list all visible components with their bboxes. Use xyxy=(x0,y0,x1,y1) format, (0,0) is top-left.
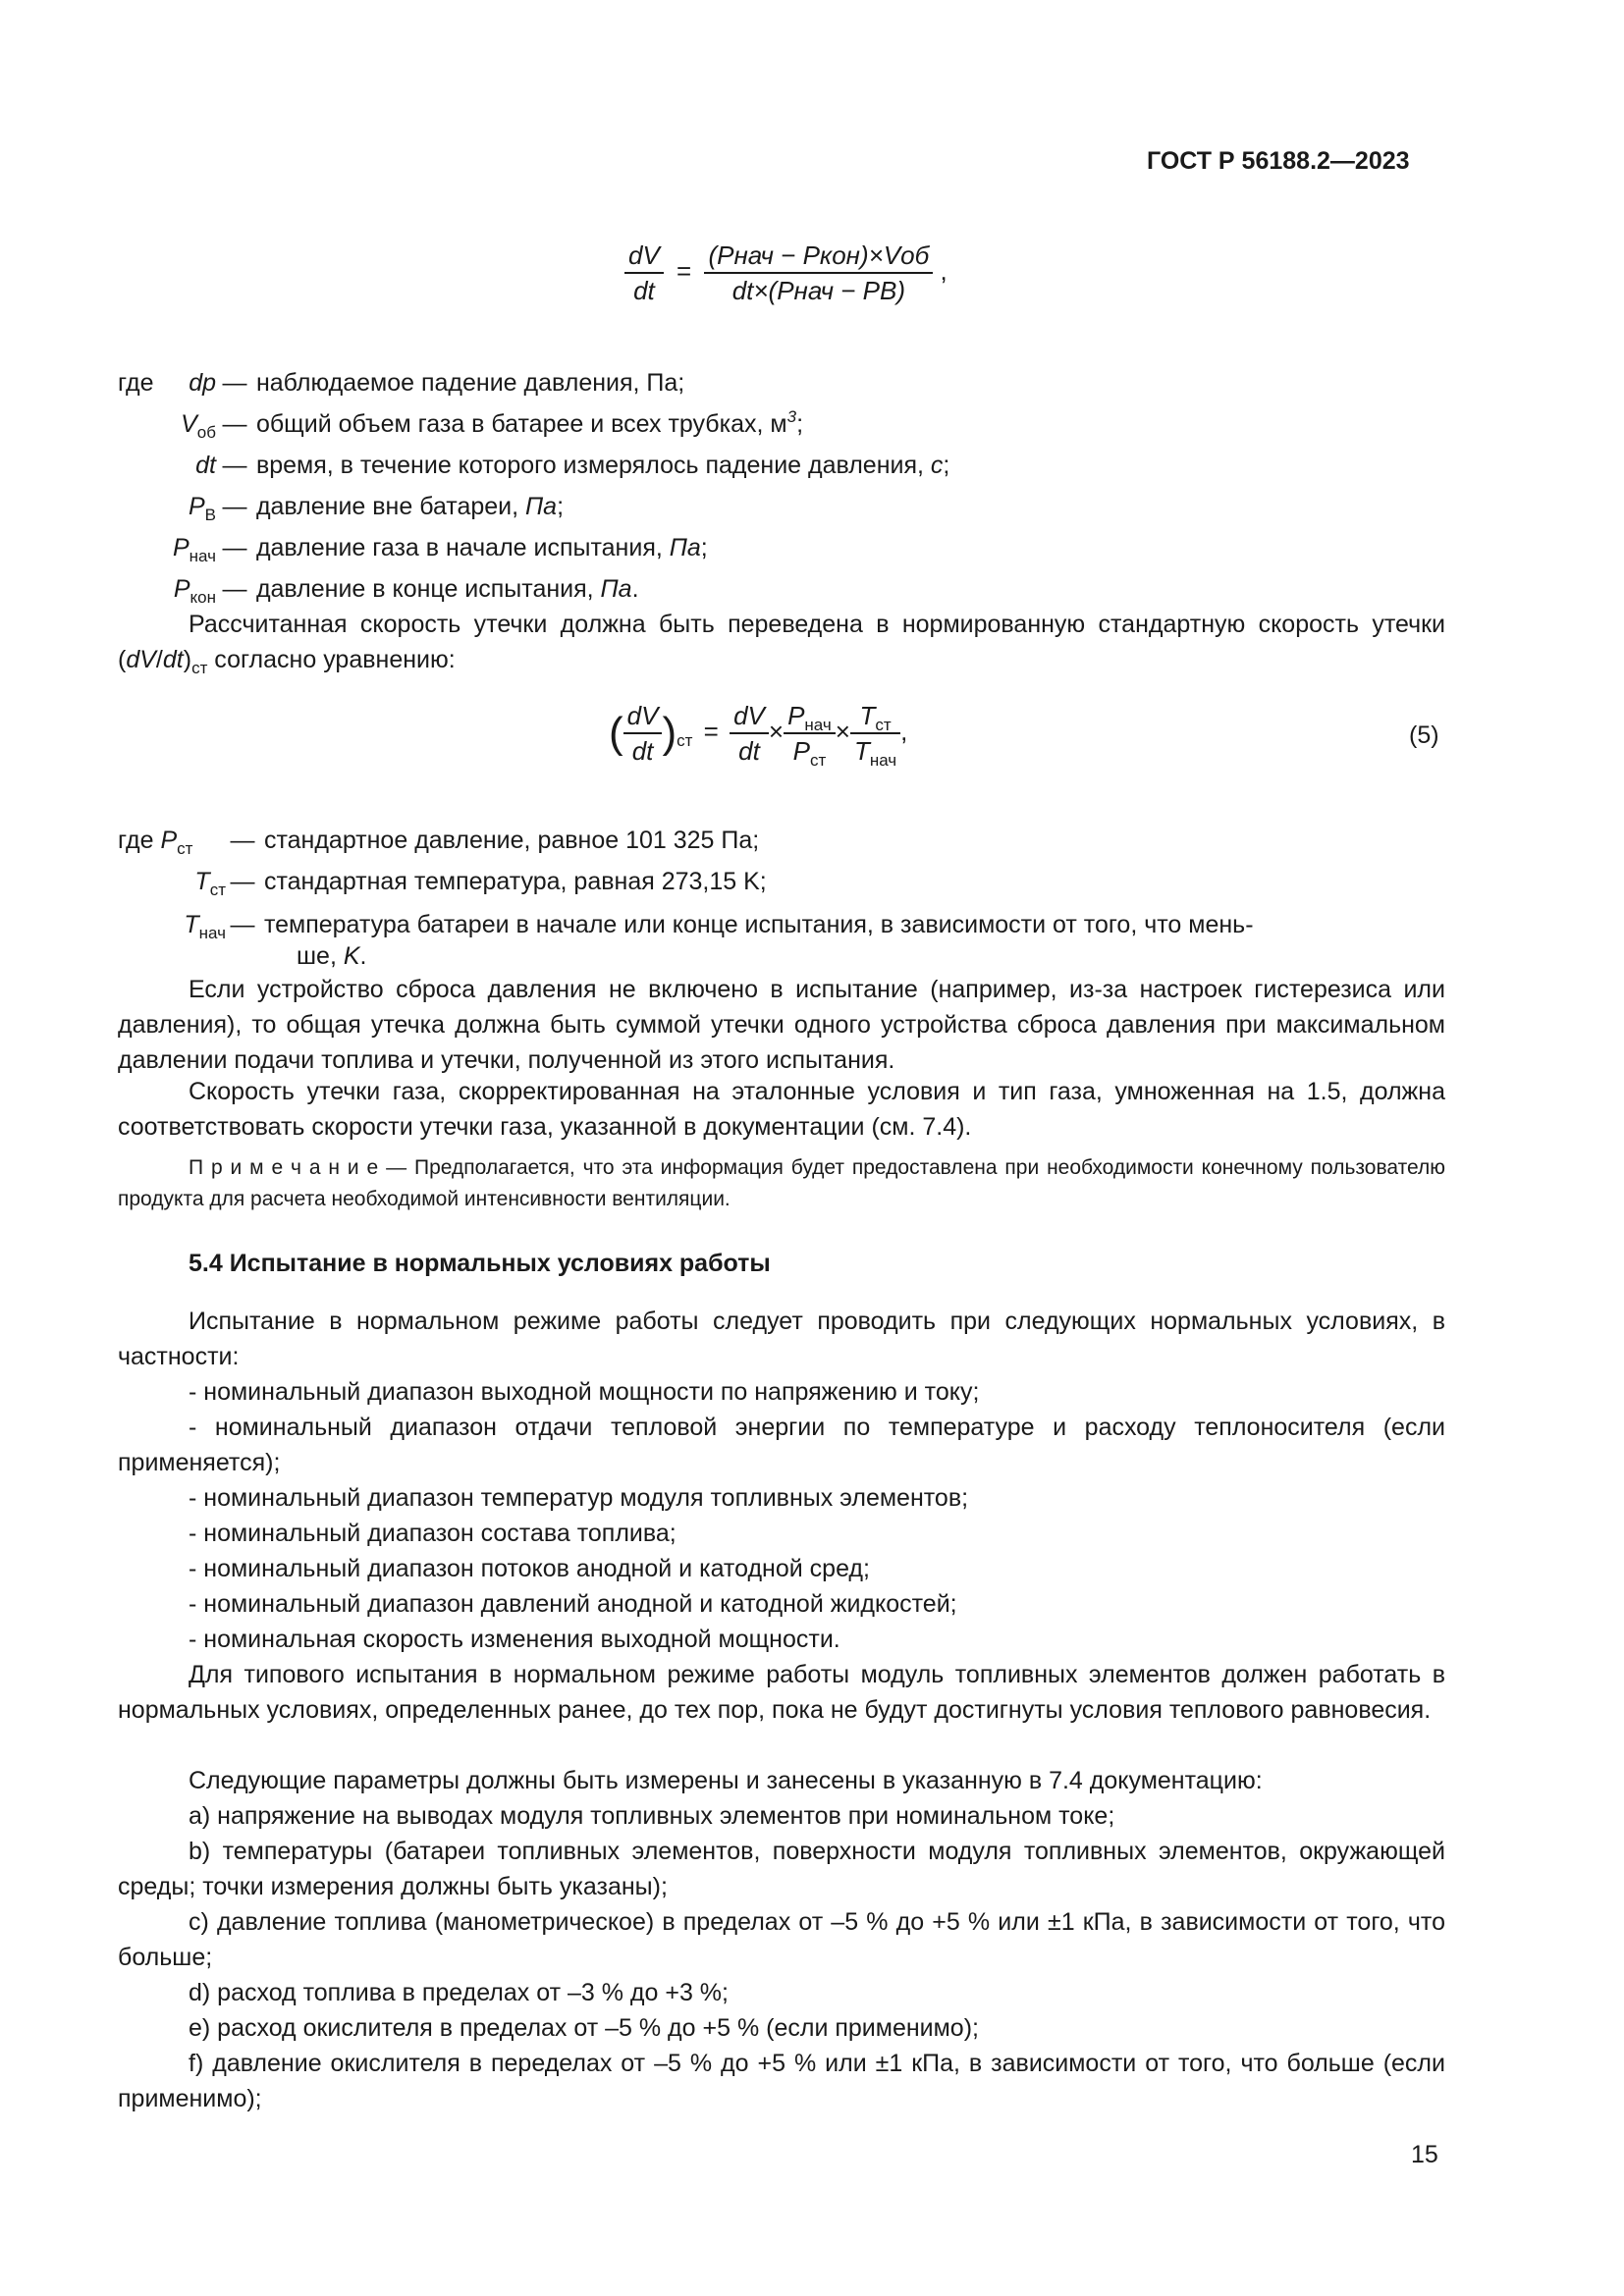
list-item: - номинальный диапазон выходной мощности по напряжению и току; xyxy=(189,1378,980,1406)
formula-lhs: $\frac{dV}{dt}$ xyxy=(624,239,664,307)
list-item: - номинальный диапазон отдачи тепловой энергии по температуре и расходу теплоносителя (если применяется); xyxy=(118,1414,1445,1476)
paragraph-reset-device: Если устройство сброса давления не включено в испытание (например, из-за настроек гистерезиса или давления), то общая утечка должна быть суммой утечки одного устройства сброса давления при максимальном давлении подачи топлива и утечки, полученной из этого испытания. xyxy=(118,976,1445,1074)
list-item: a) напряжение на выводах модуля топливных элементов при номинальном токе; xyxy=(189,1802,1115,1830)
section-title: 5.4 Испытание в нормальных условиях работы xyxy=(189,1250,771,1277)
list-item: - номинальный диапазон состава топлива; xyxy=(189,1520,677,1547)
formula-leak-rate: $\frac{dV}{dt}$ = $\frac{\text{(Pнач − Pкон)×Vоб}}{\text{dt×(Pнач − PВ)}}$ , xyxy=(624,239,947,307)
paragraph-leak-rate: Скорость утечки газа, скорректированная на эталонные условия и тип газа, умноженная на 1.5, должна соответствовать скорости утечки газа, указанной в документации (см. 7.4). xyxy=(118,1078,1445,1141)
formula-normalized-rate: ( $\frac{dV}{dt}$ )$_{ст}$ = $\frac{dV}{dt}$ × $\frac{P_{нач}}{P_{ст}}$ × $\frac{T_{ст}}{T_{нач}}$ , xyxy=(609,701,908,770)
note-label: П р и м е ч а н и е xyxy=(189,1156,379,1179)
list-item: b) температуры (батареи топливных элементов, поверхности модуля топливных элементов, окружающей среды; точки измерения должны быть указаны); xyxy=(118,1838,1445,1900)
formula-rhs: $\frac{\text{(Pнач − Pкон)×Vоб}}{\text{dt×(Pнач − PВ)}}$ xyxy=(704,239,933,307)
list-item: - номинальная скорость изменения выходной мощности. xyxy=(189,1626,840,1653)
document-id: ГОСТ Р 56188.2—2023 xyxy=(1147,147,1410,175)
list-item: e) расход окислителя в пределах от –5 % до +5 % (если применимо); xyxy=(189,2014,979,2042)
list-item: - номинальный диапазон давлений анодной и катодной жидкостей; xyxy=(189,1590,957,1618)
paragraph-convert: Рассчитанная скорость утечки должна быть переведена в нормированную стандартную скорость утечки $(dV/dt)_{ст}$ согласно уравнению: xyxy=(118,611,1445,677)
page-number: 15 xyxy=(1411,2141,1438,2168)
note xyxy=(118,1152,1445,1215)
paragraph-parameters: Следующие параметры должны быть измерены и занесены в указанную в 7.4 документацию: xyxy=(189,1767,1263,1794)
list-item: - номинальный диапазон температур модуля топливных элементов; xyxy=(189,1484,969,1512)
list-item: d) расход топлива в пределах от –3 % до +3 %; xyxy=(189,1979,729,2006)
list-item: f) давление окислителя в переделах от –5 % до +5 % или ±1 кПа, в зависимости от того, что больше (если применимо); xyxy=(118,2050,1445,2112)
list-item: - номинальный диапазон потоков анодной и катодной сред; xyxy=(189,1555,870,1582)
equation-number: (5) xyxy=(1409,721,1439,749)
paragraph-typical-test: Для типового испытания в нормальном режиме работы модуль топливных элементов должен работать в нормальных условиях, определенных ранее, до тех пор, пока не будут достигнуты условия теплового равновесия. xyxy=(118,1661,1445,1724)
legend-row: где xyxy=(118,369,154,397)
note-text: — Предполагается, что эта информация будет предоставлена при необходимости конечному пользователю продукта для расчета необходимой интенсивности вентиляции. xyxy=(118,1156,1445,1210)
paragraph-normal-conditions: Испытание в нормальном режиме работы следует проводить при следующих нормальных условиях, в частности: xyxy=(118,1308,1445,1370)
list-item: c) давление топлива (манометрическое) в пределах от –5 % до +5 % или ±1 кПа, в зависимости от того, что больше; xyxy=(118,1908,1445,1971)
